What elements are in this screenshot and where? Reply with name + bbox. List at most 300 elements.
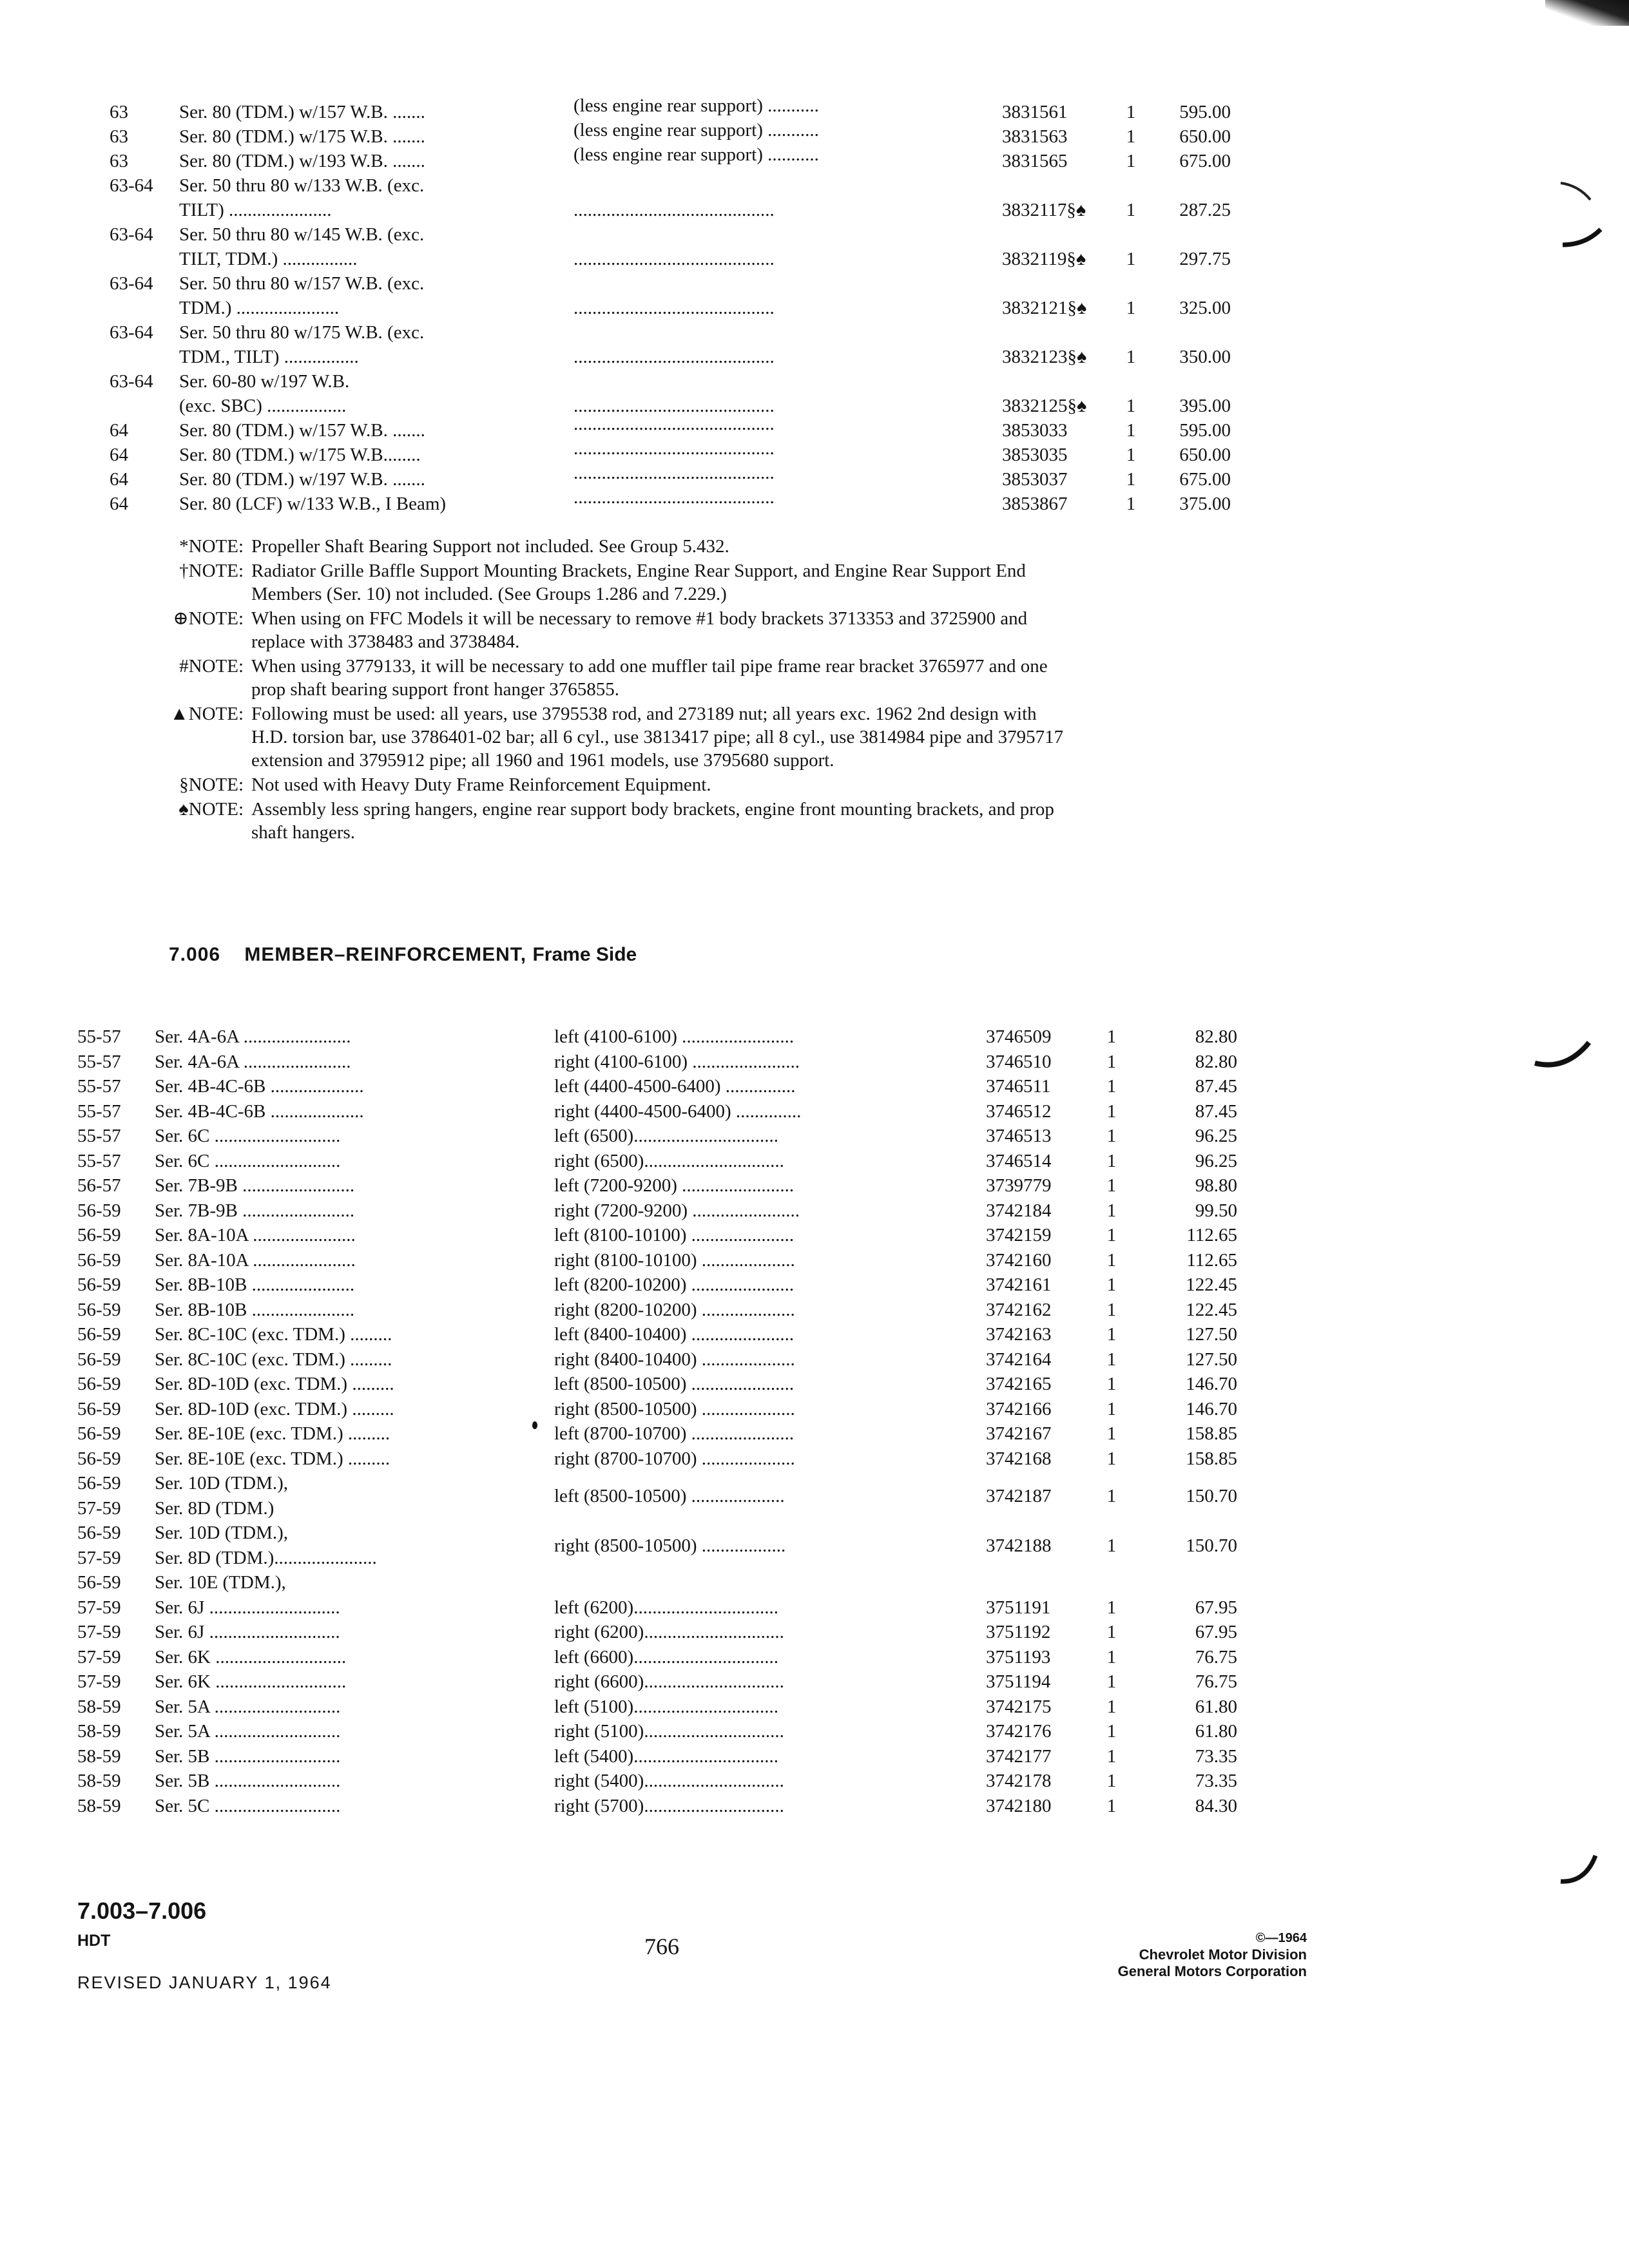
parts-row [77,1446,1263,1472]
parts-row [77,1322,1263,1347]
model-description [155,1521,599,1545]
part-number: 3831561 [1002,102,1068,122]
quantity: 1 [1106,1299,1117,1320]
part-number: 3751193 [986,1646,1051,1667]
model-line: Ser. 6K ............................ [155,1671,347,1692]
model-years: 55-57 [77,1126,121,1146]
part-number: 3751194 [986,1671,1051,1692]
model-description [155,1099,599,1124]
model-line: Ser. 10E (TDM.), [155,1572,286,1593]
parts-row [77,1535,1263,1571]
quantity: 1 [1126,420,1136,441]
part-number: 3742184 [986,1200,1052,1221]
model-years: 56-59 [77,1572,121,1593]
part-description: ........................................... [574,414,775,434]
part-number: 3742180 [986,1795,1052,1816]
parts-row [77,1695,1263,1720]
quantity: 1 [1106,1100,1117,1122]
model-line: Ser. 50 thru 80 w/157 W.B. (exc. [179,273,425,294]
model-years: 57-59 [77,1646,121,1667]
parts-row [77,1173,1263,1198]
list-price: 675.00 [1179,151,1231,171]
model-line: Ser. 10D (TDM.), [155,1473,289,1494]
model-years: 64 [110,445,128,465]
model-line: TILT, TDM.) ................ [179,249,358,269]
part-description: right (6500).............................. [554,1150,784,1171]
model-description [155,1372,599,1396]
part-description: left (7200-9200) ........................ [554,1175,795,1196]
model-line: Ser. 4A-6A ....................... [155,1026,351,1047]
model-description [155,1595,599,1620]
model-line: Ser. 60-80 w/197 W.B. [179,371,350,392]
part-number: 3832119§♠ [1002,249,1086,269]
parts-row [77,1645,1263,1670]
part-description: left (4100-6100) ........................ [554,1026,795,1047]
model-line: Ser. 80 (TDM.) w/157 W.B. ....... [179,102,425,122]
model-years: 56-59 [77,1324,121,1345]
revision-date: REVISED JANUARY 1, 1964 [77,1973,332,1992]
parts-row [110,173,1263,222]
model-line: Ser. 6C ........................... [155,1150,341,1171]
part-description: (less engine rear support) ........... [574,144,819,165]
part-number: 3742159 [986,1225,1052,1245]
part-number: 3742177 [986,1745,1052,1767]
list-price: 122.45 [1186,1299,1237,1320]
model-line: Ser. 7B-9B ........................ [155,1175,355,1196]
list-price: 287.25 [1179,200,1231,220]
part-number: 3742188 [986,1535,1052,1556]
part-description: left (8500-10500) ...................... [554,1374,795,1394]
model-line: TDM.) ...................... [179,298,340,318]
note-label: ⊕NOTE: [173,608,244,629]
model-description [155,1744,599,1769]
list-price: 325.00 [1179,298,1231,318]
model-description [155,1050,599,1074]
list-price: 96.25 [1195,1126,1237,1146]
part-number: 3742165 [986,1374,1052,1394]
note-text: Radiator Grille Baffle Support Mounting Brackets, Engine Rear Support, and Engine Rear Support End Members (Ser. 10) not included. (See Groups 1.286 and 7.229.) [251,561,1026,604]
model-years: 56-59 [77,1398,121,1419]
model-description [155,1446,599,1471]
quantity: 1 [1106,1646,1117,1667]
part-description: right (8700-10700) .................... [554,1448,795,1469]
part-number: 3751192 [986,1622,1051,1642]
model-line: Ser. 5B ........................... [155,1745,341,1767]
model-description [155,1546,599,1570]
model-line: Ser. 6J ............................ [155,1622,340,1642]
part-number: 3742178 [986,1771,1052,1791]
part-description: left (8400-10400) ...................... [554,1324,795,1345]
quantity: 1 [1106,1126,1117,1146]
list-price: 650.00 [1179,445,1231,465]
quantity: 1 [1106,1448,1117,1469]
list-price: 61.80 [1195,1696,1237,1717]
parts-row [110,487,1263,516]
list-price: 146.70 [1186,1374,1237,1394]
part-number: 3832125§♠ [1002,396,1087,416]
model-years: 58-59 [77,1721,121,1742]
model-description [155,1198,599,1223]
list-price: 76.75 [1195,1671,1237,1692]
note-label: ♠NOTE: [178,799,244,820]
part-description: right (4100-6100) ....................... [554,1051,800,1072]
parts-row [77,1124,1263,1149]
part-number: 3853867 [1002,494,1068,514]
copyright: ©—1964 [1255,1931,1307,1945]
note-label: ▲NOTE: [169,704,244,724]
model-description [155,1769,599,1793]
part-description: right (5100).............................. [554,1721,784,1742]
part-number: 3742160 [986,1249,1052,1271]
model-line: Ser. 4B-4C-6B .................... [155,1076,364,1097]
parts-row [77,1024,1263,1050]
quantity: 1 [1106,1200,1117,1221]
note-text: Following must be used: all years, use 3795538 rod, and 273189 nut; all years exc. 1962 2nd design with H.D. torsion bar, use 3786401-02 bar; all 6 cyl., use 3813417 pipe; all 8 cyl., use 3814984 pipe and 3795717 extension and 3795912 pipe; all 1960 and 1961 models, use 3795680 support. [251,704,1064,771]
part-description: right (8100-10100) .................... [554,1249,795,1271]
note-label: *NOTE: [179,536,244,557]
model-line: Ser. 8C-10C (exc. TDM.) ......... [155,1349,392,1370]
part-number: 3831565 [1002,151,1068,171]
model-line: Ser. 8D (TDM.)...................... [155,1547,377,1568]
page-number: 766 [644,1934,679,1959]
list-price: 99.50 [1195,1200,1237,1221]
quantity: 1 [1126,298,1136,318]
model-years: 56-59 [77,1423,121,1444]
model-line: Ser. 8E-10E (exc. TDM.) ......... [155,1448,390,1469]
quantity: 1 [1106,1274,1117,1295]
model-line: Ser. 4B-4C-6B .................... [155,1100,364,1122]
list-price: 96.25 [1195,1150,1237,1171]
model-line: Ser. 7B-9B ........................ [155,1200,355,1221]
parts-row [77,1050,1263,1075]
model-line: Ser. 6K ............................ [155,1646,347,1667]
note-label: #NOTE: [179,656,244,677]
model-description [155,1322,599,1347]
model-years: 57-59 [77,1597,121,1618]
model-description [155,1173,599,1198]
model-line: Ser. 5C ........................... [155,1795,341,1816]
model-line: Ser. 8C-10C (exc. TDM.) ......... [155,1324,392,1345]
part-number: 3742163 [986,1324,1052,1345]
part-description: right (8400-10400) .................... [554,1349,795,1370]
parts-row [110,369,1263,418]
model-line: Ser. 8D-10D (exc. TDM.) ......... [155,1398,394,1419]
note [153,607,1068,653]
list-price: 67.95 [1195,1597,1237,1618]
model-years: 58-59 [77,1795,121,1816]
part-number: 3742167 [986,1423,1052,1444]
part-number: 3742161 [986,1274,1052,1295]
part-number: 3742176 [986,1721,1052,1742]
part-description: right (5700).............................. [554,1795,784,1816]
ink-speck [532,1421,537,1429]
binder-hole-mark-2 [1534,1031,1592,1076]
model-years: 56-59 [77,1274,121,1295]
model-years: 63-64 [110,273,153,294]
list-price: 87.45 [1195,1100,1237,1122]
parts-row [110,144,1263,173]
part-description: ........................................... [574,347,775,367]
part-number: 3832123§♠ [1002,347,1087,367]
parts-list-7-003 [110,95,1263,516]
list-price: 146.70 [1186,1398,1237,1419]
note-text: Not used with Heavy Duty Frame Reinforcement Equipment. [251,774,711,795]
parts-row [77,1421,1263,1446]
quantity: 1 [1106,1671,1117,1692]
model-line: Ser. 8D-10D (exc. TDM.) ......... [155,1374,394,1394]
quantity: 1 [1126,347,1136,367]
part-description: right (6200).............................. [554,1622,784,1642]
part-number: 3742162 [986,1299,1052,1320]
model-line: Ser. 80 (TDM.) w/175 W.B. ....... [179,126,425,147]
list-price: 127.50 [1186,1349,1237,1370]
part-description: right (8200-10200) .................... [554,1299,795,1320]
part-description: right (8500-10500) .................... [554,1398,795,1419]
parts-row [77,1347,1263,1372]
model-line: Ser. 50 thru 80 w/145 W.B. (exc. [179,224,425,245]
quantity: 1 [1106,1745,1117,1767]
list-price: 61.80 [1195,1721,1237,1742]
section-range: 7.003–7.006 [77,1898,207,1924]
parts-row [77,1570,1263,1595]
note-text: Propeller Shaft Bearing Support not included. See Group 5.432. [251,536,729,557]
model-years: 56-59 [77,1249,121,1271]
model-years: 56-57 [77,1175,121,1196]
quantity: 1 [1106,1026,1117,1047]
part-description: right (5400).............................. [554,1771,784,1791]
quantity: 1 [1106,1076,1117,1097]
model-line: Ser. 10D (TDM.), [155,1523,289,1543]
note [153,535,1068,558]
part-description: left (5400)............................... [554,1745,778,1767]
parts-row [77,1744,1263,1769]
division-name: Chevrolet Motor Division [1139,1946,1307,1963]
part-description: left (6500)............................... [554,1126,778,1146]
model-years: 64 [110,420,128,441]
model-description [155,1794,599,1818]
part-number: 3746510 [986,1051,1052,1072]
section-heading [169,944,637,966]
part-number: 3746512 [986,1100,1052,1122]
parts-row [77,1669,1263,1695]
quantity: 1 [1106,1535,1117,1556]
model-years: 63-64 [110,224,153,245]
list-price: 82.80 [1195,1026,1237,1047]
model-years: 56-59 [77,1299,121,1320]
part-number: 3739779 [986,1175,1052,1196]
quantity: 1 [1106,1485,1117,1506]
model-years: 63-64 [110,371,153,392]
part-description: right (7200-9200) ....................... [554,1200,800,1221]
quantity: 1 [1126,396,1136,416]
parts-row [77,1620,1263,1645]
list-price: 112.65 [1186,1225,1237,1245]
model-description [155,1298,599,1322]
list-price: 350.00 [1179,347,1231,367]
model-description [155,1074,599,1099]
note [153,773,1068,796]
list-price: 595.00 [1179,420,1231,441]
section-subtitle: Frame Side [532,944,637,965]
part-number: 3853035 [1002,445,1068,465]
model-description [155,1719,599,1744]
list-price: 84.30 [1195,1795,1237,1816]
model-description [155,1273,599,1297]
model-years: 55-57 [77,1026,121,1047]
model-years: 57-59 [77,1547,121,1568]
model-description [155,1024,599,1049]
parts-row [110,222,1263,271]
parts-row [77,1273,1263,1298]
model-years: 56-59 [77,1349,121,1370]
model-years: 55-57 [77,1051,121,1072]
quantity: 1 [1126,494,1136,514]
quantity: 1 [1106,1597,1117,1618]
model-description [155,1397,599,1421]
model-line: TDM., TILT) ................ [179,347,359,367]
parts-row [77,1074,1263,1099]
part-number: 3746513 [986,1126,1052,1146]
parts-row [110,271,1263,320]
part-number: 3742164 [986,1349,1052,1370]
model-years: 63 [110,126,128,147]
part-number: 3742175 [986,1696,1052,1717]
list-price: 67.95 [1195,1622,1237,1642]
model-line: Ser. 5A ........................... [155,1721,341,1742]
part-description: left (6600)............................... [554,1646,778,1667]
model-line: Ser. 80 (TDM.) w/157 W.B. ....... [179,420,425,441]
parts-list-7-006 [77,1024,1263,1818]
model-years: 55-57 [77,1100,121,1122]
part-number: 3746514 [986,1150,1052,1171]
part-number: 3746509 [986,1026,1052,1047]
model-years: 58-59 [77,1696,121,1717]
model-line: Ser. 80 (TDM.) w/193 W.B. ....... [179,151,425,171]
part-description: ........................................... [574,487,775,508]
model-line: Ser. 8B-10B ...................... [155,1274,355,1295]
model-line: Ser. 80 (TDM.) w/175 W.B........ [179,445,421,465]
model-years: 63-64 [110,175,153,196]
model-years: 56-59 [77,1374,121,1394]
model-description [155,1645,599,1669]
list-price: 150.70 [1186,1485,1237,1506]
quantity: 1 [1126,445,1136,465]
list-price: 158.85 [1186,1448,1237,1469]
quantity: 1 [1106,1771,1117,1791]
part-description: ........................................... [574,463,775,483]
part-number: 3746511 [986,1076,1051,1097]
part-description: ........................................... [574,200,775,220]
scan-edge-shadow [1545,0,1629,26]
part-number: 3742168 [986,1448,1052,1469]
part-description: right (6600).............................. [554,1671,784,1692]
list-price: 122.45 [1186,1274,1237,1295]
parts-row [77,1595,1263,1620]
quantity: 1 [1106,1175,1117,1196]
parts-row [77,1719,1263,1744]
note-text: Assembly less spring hangers, engine rear support body brackets, engine front mounting brackets, and prop shaft hangers. [251,799,1054,843]
parts-row [77,1099,1263,1124]
model-line: TILT) ...................... [179,200,332,220]
quantity: 1 [1126,200,1136,220]
model-line: Ser. 8A-10A ...................... [155,1249,356,1271]
part-description: (less engine rear support) ........... [574,120,819,140]
quantity: 1 [1106,1398,1117,1419]
model-years: 57-59 [77,1622,121,1642]
model-years: 63-64 [110,322,153,343]
model-line: Ser. 8E-10E (exc. TDM.) ......... [155,1423,390,1444]
list-price: 73.35 [1195,1771,1237,1791]
parts-row [77,1485,1263,1521]
model-description [155,1124,599,1148]
binder-hole-mark-3 [1559,1836,1605,1894]
part-description: left (4400-4500-6400) ............... [554,1076,796,1097]
note [153,655,1068,701]
section-title: MEMBER–REINFORCEMENT, [244,944,527,965]
model-line: Ser. 80 (LCF) w/133 W.B., I Beam) [179,494,447,514]
note-label: †NOTE: [179,561,244,581]
quantity: 1 [1126,249,1136,269]
list-price: 395.00 [1179,396,1231,416]
quantity: 1 [1106,1423,1117,1444]
model-line: Ser. 6J ............................ [155,1597,340,1618]
parts-row [110,320,1263,369]
model-description [155,1223,599,1247]
model-years: 55-57 [77,1150,121,1171]
model-line: Ser. 6C ........................... [155,1126,341,1146]
model-line: Ser. 5B ........................... [155,1771,341,1791]
list-price: 650.00 [1179,126,1231,147]
parts-row [77,1198,1263,1224]
part-description: left (6200)............................... [554,1597,778,1618]
note-text: When using on FFC Models it will be necessary to remove #1 body brackets 3713353 and 3725900 and replace with 3738483 and 3738484. [251,608,1028,652]
catalog-code: HDT [77,1932,111,1950]
list-price: 73.35 [1195,1745,1237,1767]
quantity: 1 [1126,151,1136,171]
model-line: Ser. 80 (TDM.) w/197 W.B. ....... [179,469,425,490]
model-line: (exc. SBC) ................. [179,396,347,416]
parts-row [77,1794,1263,1819]
model-years: 56-59 [77,1523,121,1543]
model-description [155,1347,599,1372]
model-years: 58-59 [77,1745,121,1767]
binder-hole-mark-1 [1559,180,1605,251]
quantity: 1 [1106,1622,1117,1642]
model-description [155,1248,599,1273]
quantity: 1 [1126,126,1136,147]
part-description: ........................................... [574,298,775,318]
part-description: left (8100-10100) ...................... [554,1225,795,1245]
quantity: 1 [1106,1249,1117,1271]
list-price: 127.50 [1186,1324,1237,1345]
model-description [155,1669,599,1694]
publisher-block [1118,1930,1307,1980]
quantity: 1 [1106,1349,1117,1370]
quantity: 1 [1106,1225,1117,1245]
part-description: ........................................... [574,438,775,459]
model-years: 56-59 [77,1200,121,1221]
list-price: 150.70 [1186,1535,1237,1556]
part-number: 3853033 [1002,420,1068,441]
part-description: left (8500-10500) .................... [554,1485,785,1506]
part-description: (less engine rear support) ........... [574,95,819,116]
parts-row [77,1397,1263,1422]
list-price: 76.75 [1195,1646,1237,1667]
part-number: 3853037 [1002,469,1068,490]
model-description [155,1496,599,1521]
model-description [155,1471,599,1495]
model-years: 55-57 [77,1076,121,1097]
